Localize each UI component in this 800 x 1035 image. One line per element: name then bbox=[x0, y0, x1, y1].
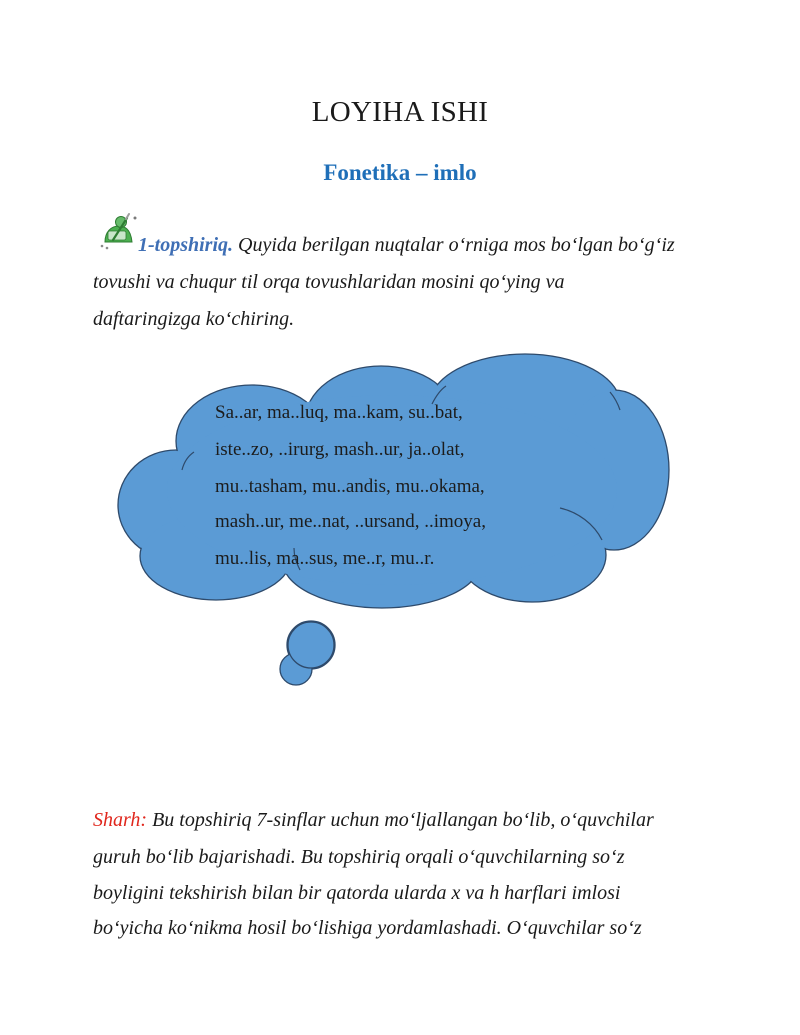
task-line-3: daftaringizga ko‘chiring. bbox=[93, 308, 295, 330]
page-title: LOYIHA ISHI bbox=[311, 96, 489, 128]
commentary-line-3: boyligini tekshirish bilan bir qatorda ularda x va h harflari imlosi bbox=[93, 882, 621, 904]
task-line-2: tovushi va chuqur til orqa tovushlaridan mosini qo‘ying va bbox=[93, 271, 565, 293]
commentary-text: Bu topshiriq 7-sinflar uchun mo‘ljallangan bo‘lib, o‘quvchilar bbox=[152, 809, 654, 831]
cloud-line-2: iste..zo, ..irurg, mash..ur, ja..olat, bbox=[215, 439, 465, 460]
commentary-line-1 bbox=[93, 802, 654, 838]
commentary-line-2: guruh bo‘lib bajarishadi. Bu topshiriq orqali o‘quvchilarning so‘z bbox=[93, 846, 625, 868]
commentary-label: Sharh: bbox=[93, 809, 148, 831]
cloud-line-4: mash..ur, me..nat, ..ursand, ..imoya, bbox=[215, 511, 486, 532]
cloud-line-1: Sa..ar, ma..luq, ma..kam, su..bat, bbox=[215, 402, 463, 423]
cloud-line-5: mu..lis, ma..sus, me..r, mu..r. bbox=[215, 548, 435, 569]
page-subtitle: Fonetika – imlo bbox=[323, 160, 477, 185]
commentary-line-4: bo‘yicha ko‘nikma hosil bo‘lishiga yordamlashadi. O‘quvchilar so‘z bbox=[93, 917, 642, 939]
task-label: 1-topshiriq. bbox=[138, 234, 234, 256]
task-text: Quyida berilgan nuqtalar o‘rniga mos bo‘lgan bo‘g‘iz bbox=[238, 234, 675, 256]
cloud-line-3: mu..tasham, mu..andis, mu..okama, bbox=[215, 476, 485, 497]
